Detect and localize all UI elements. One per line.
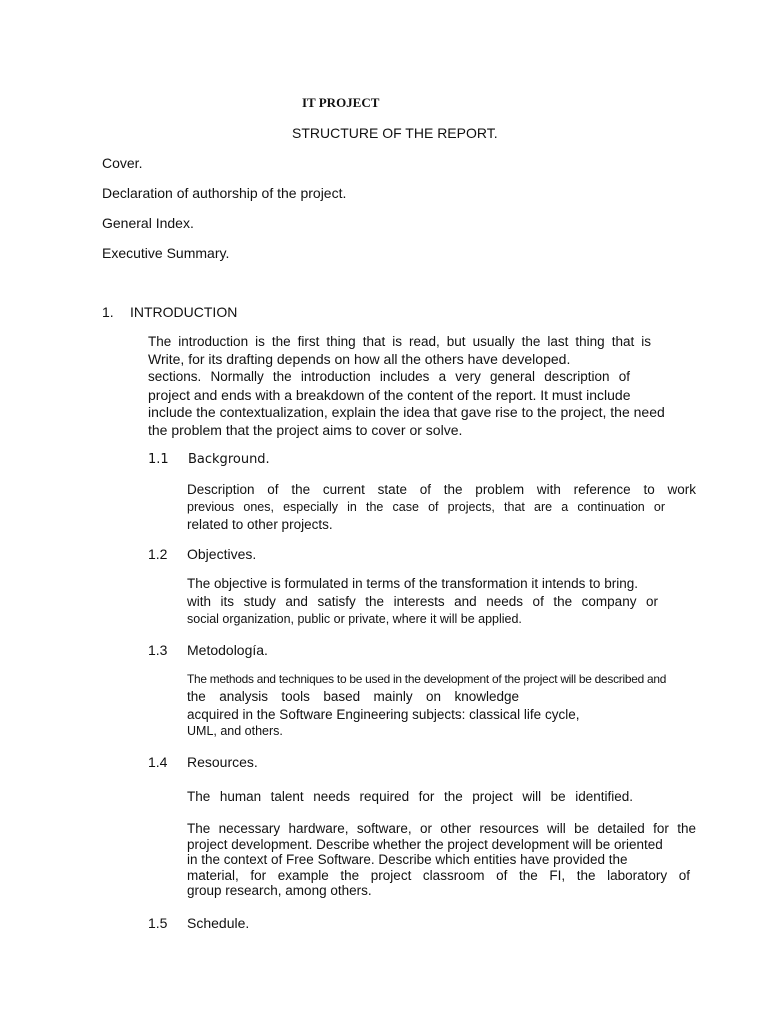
subsection-1-4-number: 1.4 [148, 754, 168, 770]
intro-line: include the contextualization, explain the idea that gave rise to the project, the need [148, 404, 665, 420]
methodology-line: the analysis tools based mainly on knowledge [187, 689, 519, 704]
objectives-line: with its study and satisfy the interests and needs of the company or [187, 594, 658, 609]
resources-line: material, for example the project classroom of the FI, the laboratory of [187, 868, 690, 883]
background-line: Description of the current state of the problem with reference to work [187, 482, 696, 497]
section-1-number: 1. [102, 304, 114, 320]
resources-paragraph: The human talent needs required for the project will be identified. [187, 789, 633, 804]
methodology-line: acquired in the Software Engineering subjects: classical life cycle, [187, 707, 580, 722]
section-1-heading: INTRODUCTION [130, 304, 238, 320]
methodology-line: The methods and techniques to be used in the development of the project will be described and [187, 672, 667, 686]
objectives-line: The objective is formulated in terms of the transformation it intends to bring. [187, 576, 638, 591]
subsection-1-2-heading: Objectives. [187, 546, 257, 562]
background-line: previous ones, especially in the case of projects, that are a continuation or [187, 500, 665, 514]
background-line: related to other projects. [187, 517, 333, 532]
subsection-1-5-number: 1.5 [148, 915, 168, 931]
subsection-1-3-heading: Metodología. [187, 642, 268, 658]
subsection-1-4-heading: Resources. [187, 754, 258, 770]
methodology-line: UML, and others. [187, 724, 283, 738]
subsection-1-1-number: 1.1 [148, 452, 169, 467]
front-item-general-index: General Index. [102, 215, 194, 231]
subsection-1-5-heading: Schedule. [187, 915, 250, 931]
subsection-1-3-number: 1.3 [148, 642, 168, 658]
front-item-cover: Cover. [102, 155, 143, 171]
resources-line: project development. Describe whether the project development will be oriented [187, 837, 663, 852]
front-item-declaration: Declaration of authorship of the project. [102, 185, 347, 201]
intro-line: project and ends with a breakdown of the content of the report. It must include [148, 387, 631, 403]
intro-line: sections. Normally the introduction includes a very general description of [148, 369, 630, 384]
intro-line: the problem that the project aims to cover or solve. [148, 422, 463, 438]
document-title: IT PROJECT [302, 95, 380, 110]
resources-line: group research, among others. [187, 883, 372, 898]
resources-line: in the context of Free Software. Describe which entities have provided the [187, 852, 628, 867]
intro-line: The introduction is the first thing that is read, but usually the last thing that is [148, 334, 651, 349]
subsection-1-2-number: 1.2 [148, 546, 168, 562]
front-item-executive-summary: Executive Summary. [102, 245, 230, 261]
objectives-line: social organization, public or private, where it will be applied. [187, 612, 522, 626]
resources-line: The necessary hardware, software, or other resources will be detailed for the [187, 821, 696, 836]
intro-line: Write, for its drafting depends on how all the others have developed. [148, 351, 571, 367]
subsection-1-1-heading: Background. [188, 452, 270, 467]
document-subtitle: STRUCTURE OF THE REPORT. [292, 125, 498, 141]
